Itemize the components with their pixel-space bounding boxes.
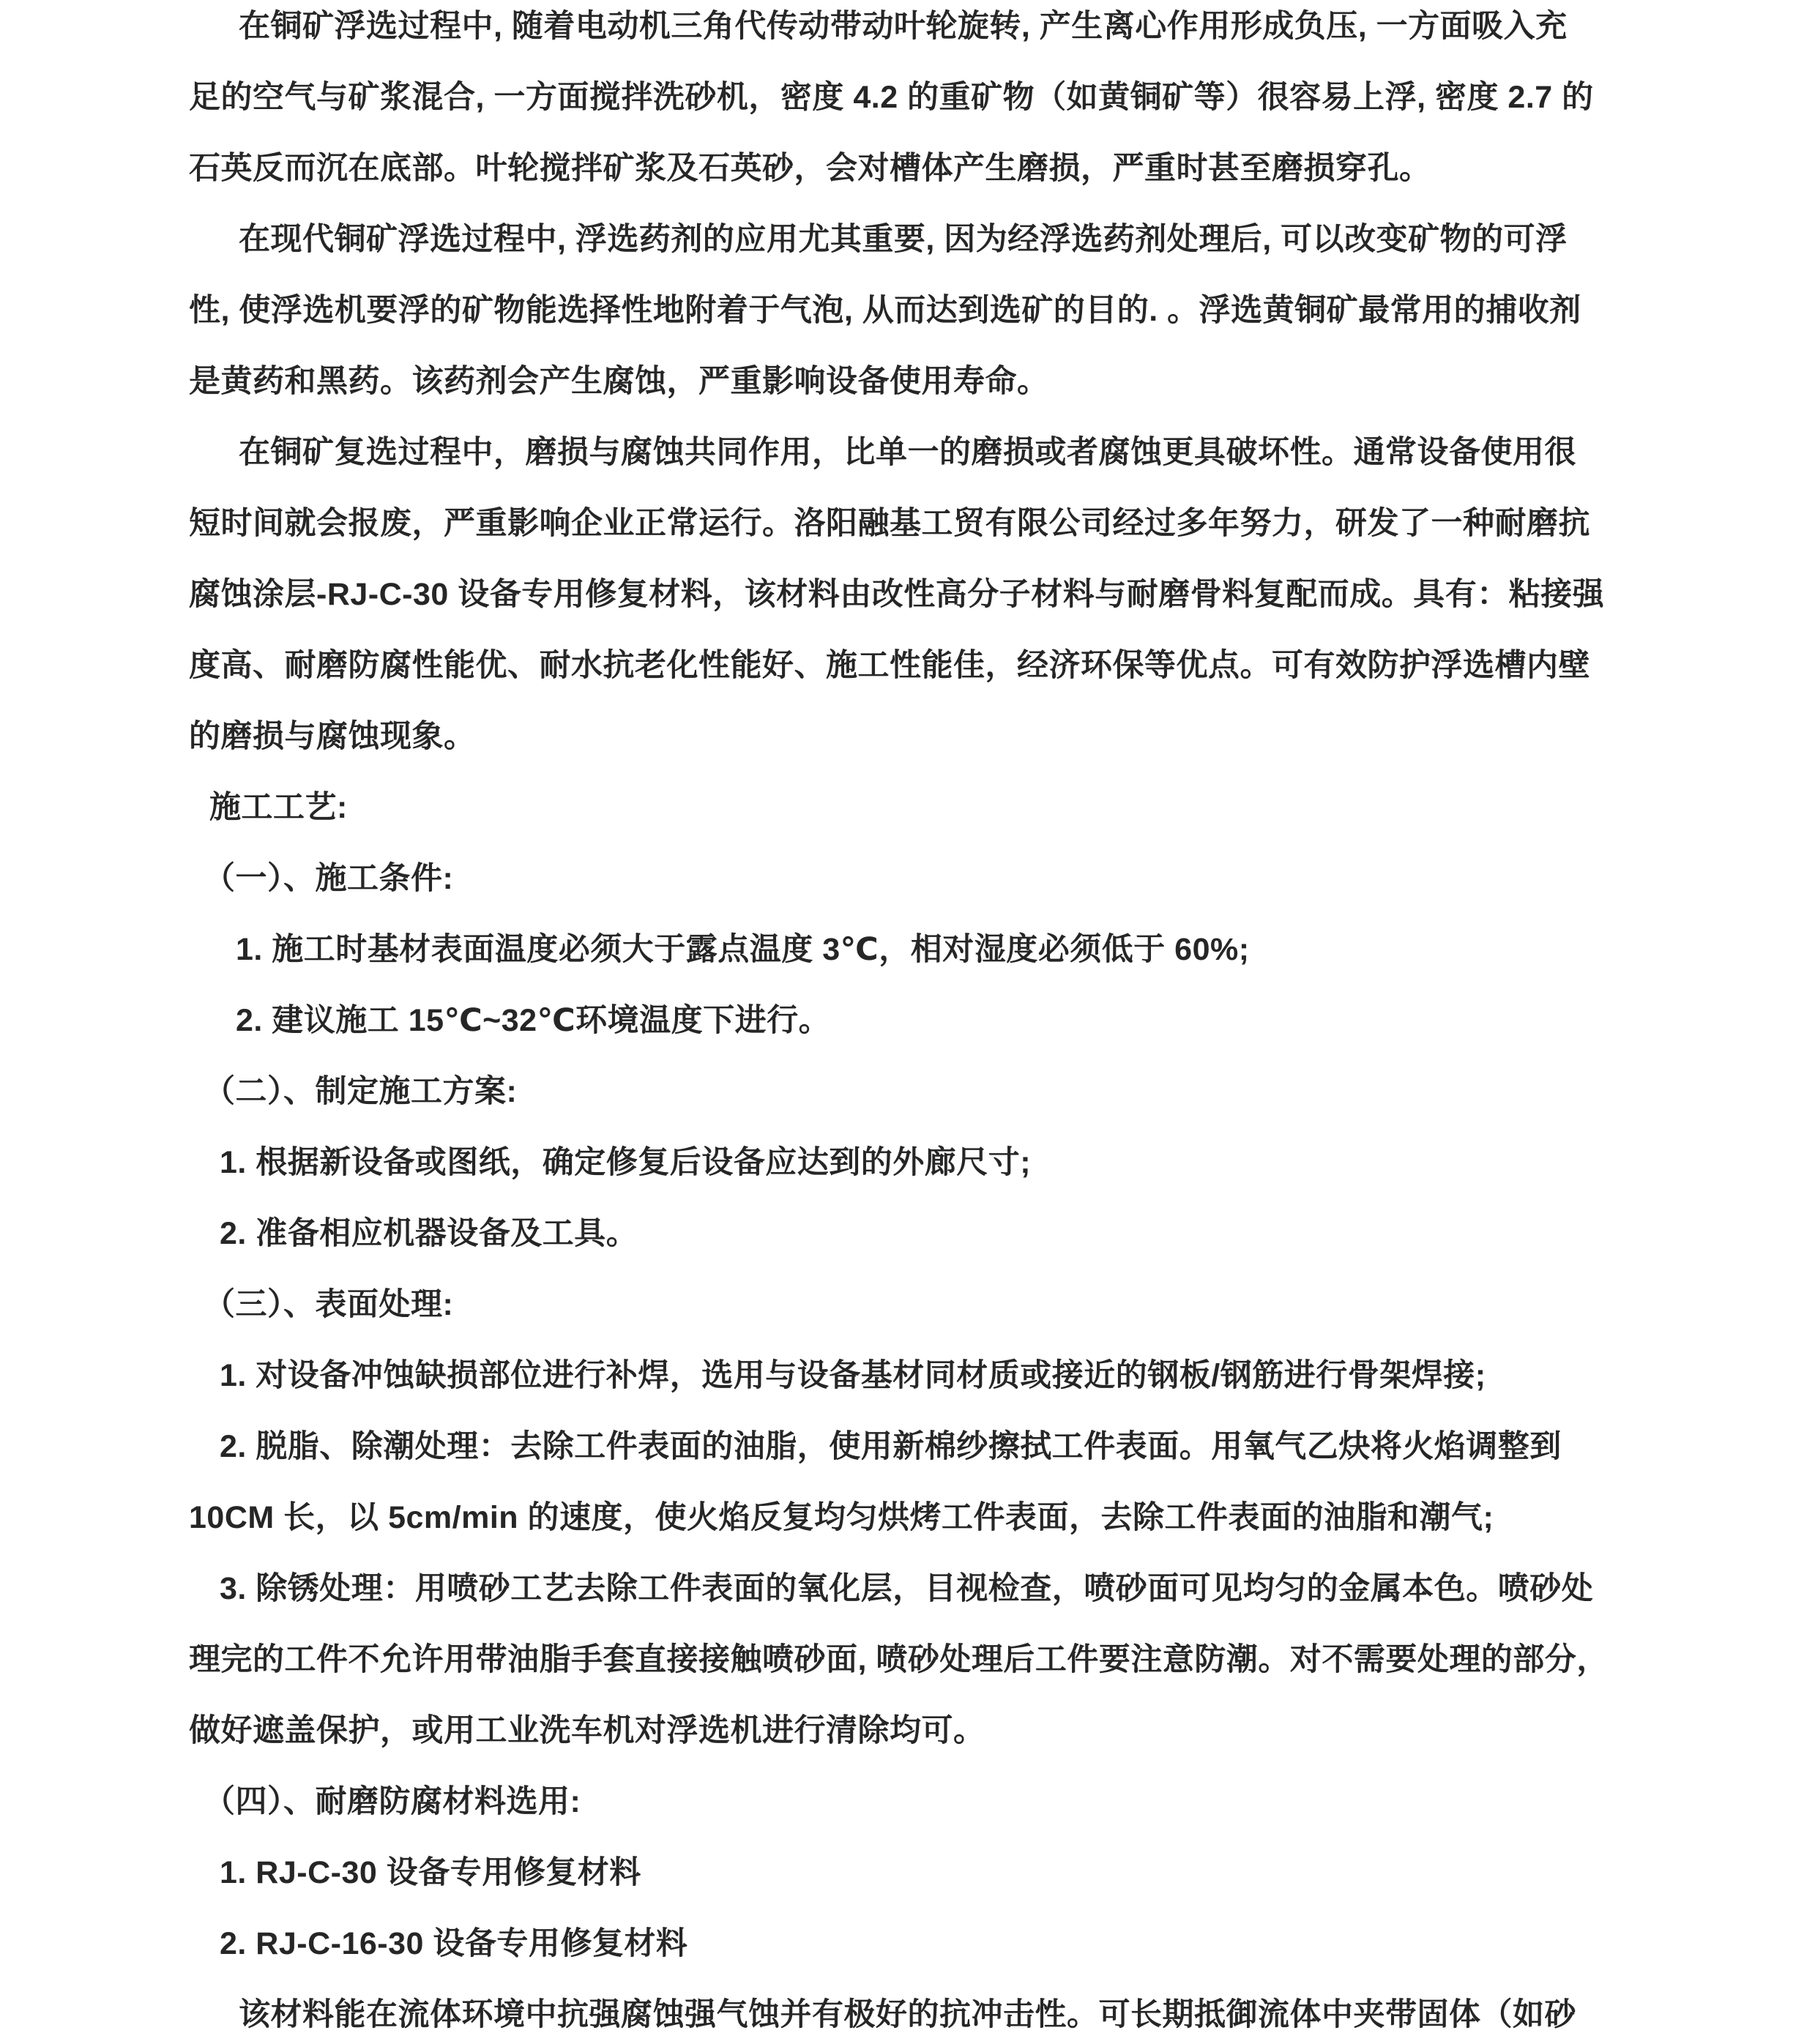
text-line: 腐蚀涂层-RJ-C-30 设备专用修复材料，该材料由改性高分子材料与耐磨骨料复配而成。具有：粘接强 [189, 577, 1605, 612]
text-line: 的磨损与腐蚀现象。 [189, 719, 476, 754]
text-line: 做好遮盖保护，或用工业洗车机对浮选机进行清除均可。 [189, 1713, 985, 1748]
text-line: 石英反而沉在底部。叶轮搅拌矿浆及石英砂，会对槽体产生磨损，严重时甚至磨损穿孔。 [189, 151, 1431, 186]
text-line: 度高、耐磨防腐性能优、耐水抗老化性能好、施工性能佳，经济环保等优点。可有效防护浮选槽内壁 [189, 648, 1590, 683]
text-line: （三）、表面处理: [204, 1287, 454, 1322]
text-line: 理完的工件不允许用带油脂手套直接接触喷砂面, 喷砂处理后工件要注意防潮。对不需要处理的部分， [189, 1642, 1609, 1677]
text-line: 在铜矿浮选过程中, 随着电动机三角代传动带动叶轮旋转, 产生离心作用形成负压, 一方面吸入充 [239, 9, 1568, 44]
text-line: 是黄药和黑药。该药剂会产生腐蚀，严重影响设备使用寿命。 [189, 364, 1049, 399]
text-line: 1. 根据新设备或图纸，确定修复后设备应达到的外廊尺寸; [220, 1145, 1032, 1180]
text-line: （二）、制定施工方案: [204, 1074, 518, 1109]
text-line: 2. 建议施工 15℃~32℃环境温度下进行。 [236, 1003, 831, 1038]
text-line: 1. 对设备冲蚀缺损部位进行补焊，选用与设备基材同材质或接近的钢板/钢筋进行骨架焊接; [220, 1358, 1486, 1393]
document-body [189, 0, 1727, 2044]
text-line: 1. RJ-C-30 设备专用修复材料 [220, 1855, 641, 1890]
text-line: （一）、施工条件: [204, 861, 454, 896]
text-line: 1. 施工时基材表面温度必须大于露点温度 3℃，相对湿度必须低于 60%; [236, 932, 1250, 967]
text-line: （四）、耐磨防腐材料选用: [204, 1784, 581, 1819]
text-line: 性, 使浮选机要浮的矿物能选择性地附着于气泡, 从而达到选矿的目的. 。浮选黄铜矿最常用的捕收剂 [189, 293, 1581, 328]
text-line: 在铜矿复选过程中，磨损与腐蚀共同作用，比单一的磨损或者腐蚀更具破坏性。通常设备使用很 [239, 435, 1576, 470]
text-line: 2. RJ-C-16-30 设备专用修复材料 [220, 1926, 688, 1961]
text-line: 短时间就会报废，严重影响企业正常运行。洛阳融基工贸有限公司经过多年努力，研发了一种耐磨抗 [189, 506, 1590, 541]
text-line: 足的空气与矿浆混合, 一方面搅拌洗砂机，密度 4.2 的重矿物（如黄铜矿等）很容易上浮, 密度 2.7 的 [189, 80, 1594, 115]
text-line: 10CM 长，以 5cm/min 的速度，使火焰反复均匀烘烤工件表面，去除工件表面的油脂和潮气; [189, 1500, 1494, 1535]
text-line: 该材料能在流体环境中抗强腐蚀强气蚀并有极好的抗冲击性。可长期抵御流体中夹带固体（如砂 [239, 1997, 1576, 2032]
text-line: 2. 准备相应机器设备及工具。 [220, 1216, 638, 1251]
text-line: 在现代铜矿浮选过程中, 浮选药剂的应用尤其重要, 因为经浮选药剂处理后, 可以改变矿物的可浮 [239, 222, 1568, 257]
text-line: 3. 除锈处理：用喷砂工艺去除工件表面的氧化层，目视检查，喷砂面可见均匀的金属本色。喷砂处 [220, 1571, 1594, 1606]
text-line: 施工工艺: [209, 790, 348, 825]
text-line: 2. 脱脂、除潮处理：去除工件表面的油脂，使用新棉纱擦拭工件表面。用氧气乙炔将火焰调整到 [220, 1429, 1562, 1464]
